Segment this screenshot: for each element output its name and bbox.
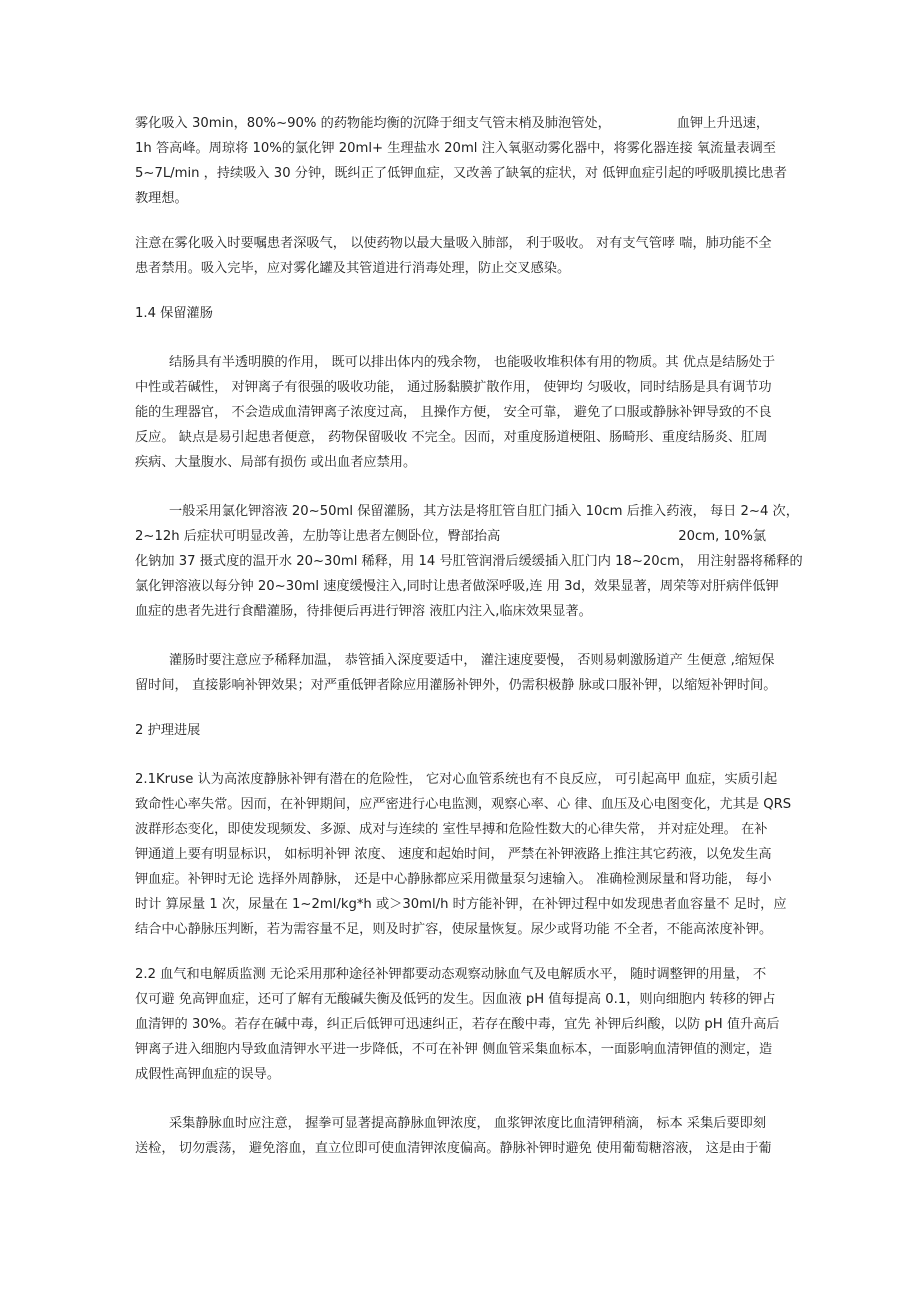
text-line: 致命性心率失常。因而，在补钾期间，应严密进行心电监测，观察心率、心 律、血压及心电图变化，尤其是 QRS [135, 797, 792, 812]
text-line: 2~12h 后症状可明显改善，左肋等让患者左侧卧位，臀部抬高 20cm, 10%氯 [135, 529, 767, 544]
text-line: 钾血症。补钾时无论 选择外周静脉， 还是中心静脉都应采用微量泵匀速输入。 准确检测尿量和肾功能， 每小 [135, 872, 772, 887]
text-line: 疾病、大量腹水、局部有损伤 或出血者应禁用。 [135, 455, 417, 470]
paragraph-nebulization-notes [135, 231, 785, 281]
paragraph-kruse [135, 767, 792, 942]
text-line: 一般采用氯化钾溶液 20~50ml 保留灌肠，其方法是将肛管自肛门插入 10cm 后推入药液， 每日 2~4 次， [169, 504, 799, 519]
text-line: 5~7L/min ，持续吸入 30 分钟，既纠正了低钾血症，又改善了缺氧的症状，对 低钾血症引起的呼吸肌摸比患者 [135, 166, 787, 181]
section-heading-nursing: 2 护理进展 [135, 723, 201, 738]
section-heading-enema: 1.4 保留灌肠 [135, 306, 213, 321]
text-line: 2.1Kruse 认为高浓度静脉补钾有潜在的危险性， 它对心血管系统也有不良反应， 可引起高甲 血症，实质引起 [135, 772, 778, 787]
text-line: 血清钾的 30%。若存在碱中毒，纠正后低钾可迅速纠正，若存在酸中毒，宜先 补钾后纠酸，以防 pH 值升高后 [135, 1017, 780, 1032]
text-line: 教理想。 [135, 191, 188, 206]
text-line: 时计 算尿量 1 次，尿量在 1~2ml/kg*h 或＞30ml/h 时方能补钾，在补钾过程中如发现患者血容量不 足时，应 [135, 897, 787, 912]
text-line: 反应。 缺点是易引起患者便意， 药物保留吸收 不完全。因而，对重度肠道梗阻、肠畸形、重度结肠炎、肛周 [135, 430, 768, 445]
document-page [135, 111, 803, 1161]
text-line: 注意在雾化吸入时要嘱患者深吸气， 以使药物以最大量吸入肺部， 利于吸收。 对有支气管哮 喘，肺功能不全 [135, 236, 772, 251]
paragraph-enema-method [135, 499, 803, 624]
text-line: 1h 答高峰。周琼将 10%的氯化钾 20ml+ 生理盐水 20ml 注入氧驱动雾化器中，将雾化器连接 氧流量表调至 [135, 141, 776, 156]
text-line: 仅可避 免高钾血症，还可了解有无酸碱失衡及低钙的发生。因血液 pH 值每提高 0.1，则向细胞内 转移的钾占 [135, 992, 776, 1007]
text-line: 能的生理器官， 不会造成血清钾离子浓度过高， 且操作方便， 安全可靠， 避免了口服或静脉补钾导致的不良 [135, 405, 772, 420]
text-line: 采集静脉血时应注意， 握拳可显著提高静脉血钾浓度， 血浆钾浓度比血清钾稍滴， 标本 采集后要即刻 [169, 1116, 767, 1131]
paragraph-colon [135, 350, 785, 475]
paragraph-blood-sampling [135, 1111, 785, 1161]
paragraph-enema-notes [135, 648, 785, 698]
text-line: 血症的患者先进行食醋灌肠，待排便后再进行钾溶 液肛内注入,临床效果显著。 [135, 604, 592, 619]
text-line: 钾通道上要有明显标识， 如标明补钾 浓度、 速度和起始时间， 严禁在补钾液路上推注其它药液，以免发生高 [135, 847, 772, 862]
text-line: 结肠具有半透明膜的作用， 既可以排出体内的残余物， 也能吸收堆积体有用的物质。其 优点是结肠处于 [169, 355, 776, 370]
text-line: 氯化钾溶液以每分钟 20~30ml 速度缓慢注入,同时让患者做深呼吸,连 用 3d，效果显著，周荣等对肝病伴低钾 [135, 579, 779, 594]
text-line: 患者禁用。吸入完毕，应对雾化罐及其管道进行消毒处理，防止交叉感染。 [135, 261, 571, 276]
text-line: 灌肠时要注意应予稀释加温， 恭管插入深度要适中， 灌注速度要慢， 否则易刺激肠道产 生便意 ,缩短保 [169, 653, 775, 668]
text-line: 成假性高钾血症的误导。 [135, 1067, 281, 1082]
text-line: 钾离子进入细胞内导致血清钾水平进一步降低，不可在补钾 侧血管采集血标本，一面影响血清钾值的测定，造 [135, 1042, 773, 1057]
text-line: 雾化吸入 30min，80%~90% 的药物能均衡的沉降于细支气管末梢及肺泡管处， 血钾上升迅速， [135, 116, 770, 131]
text-line: 化钠加 37 摄式度的温开水 20~30ml 稀释，用 14 号肛管润滑后缓缓插入肛门内 18~20cm， 用注射器将稀释的 [135, 554, 803, 569]
text-line: 送检， 切勿震荡， 避免溶血，直立位即可使血清钾浓度偏高。静脉补钾时避免 使用葡萄糖溶液， 这是由于葡 [135, 1141, 772, 1156]
text-line: 中性或若碱性， 对钾离子有很强的吸收功能， 通过肠黏膜扩散作用， 使钾均 匀吸收，同时结肠是具有调节功 [135, 380, 772, 395]
paragraph-blood-gas [135, 962, 785, 1087]
text-line: 2.2 血气和电解质监测 无论采用那种途径补钾都要动态观察动脉血气及电解质水平， 随时调整钾的用量， 不 [135, 967, 767, 982]
text-line: 结合中心静脉压判断，若为需容量不足，则及时扩容，使尿量恢复。尿少或肾功能 不全者，不能高浓度补钾。 [135, 922, 773, 937]
paragraph-nebulization [135, 111, 785, 211]
text-line: 留时间， 直接影响补钾效果；对严重低钾者除应用灌肠补钾外，仍需积极静 脉或口服补钾，以缩短补钾时间。 [135, 678, 777, 693]
text-line: 波群形态变化，即使发现频发、多源、成对与连续的 室性早搏和危险性数大的心律失常， 并对症处理。 在补 [135, 822, 768, 837]
